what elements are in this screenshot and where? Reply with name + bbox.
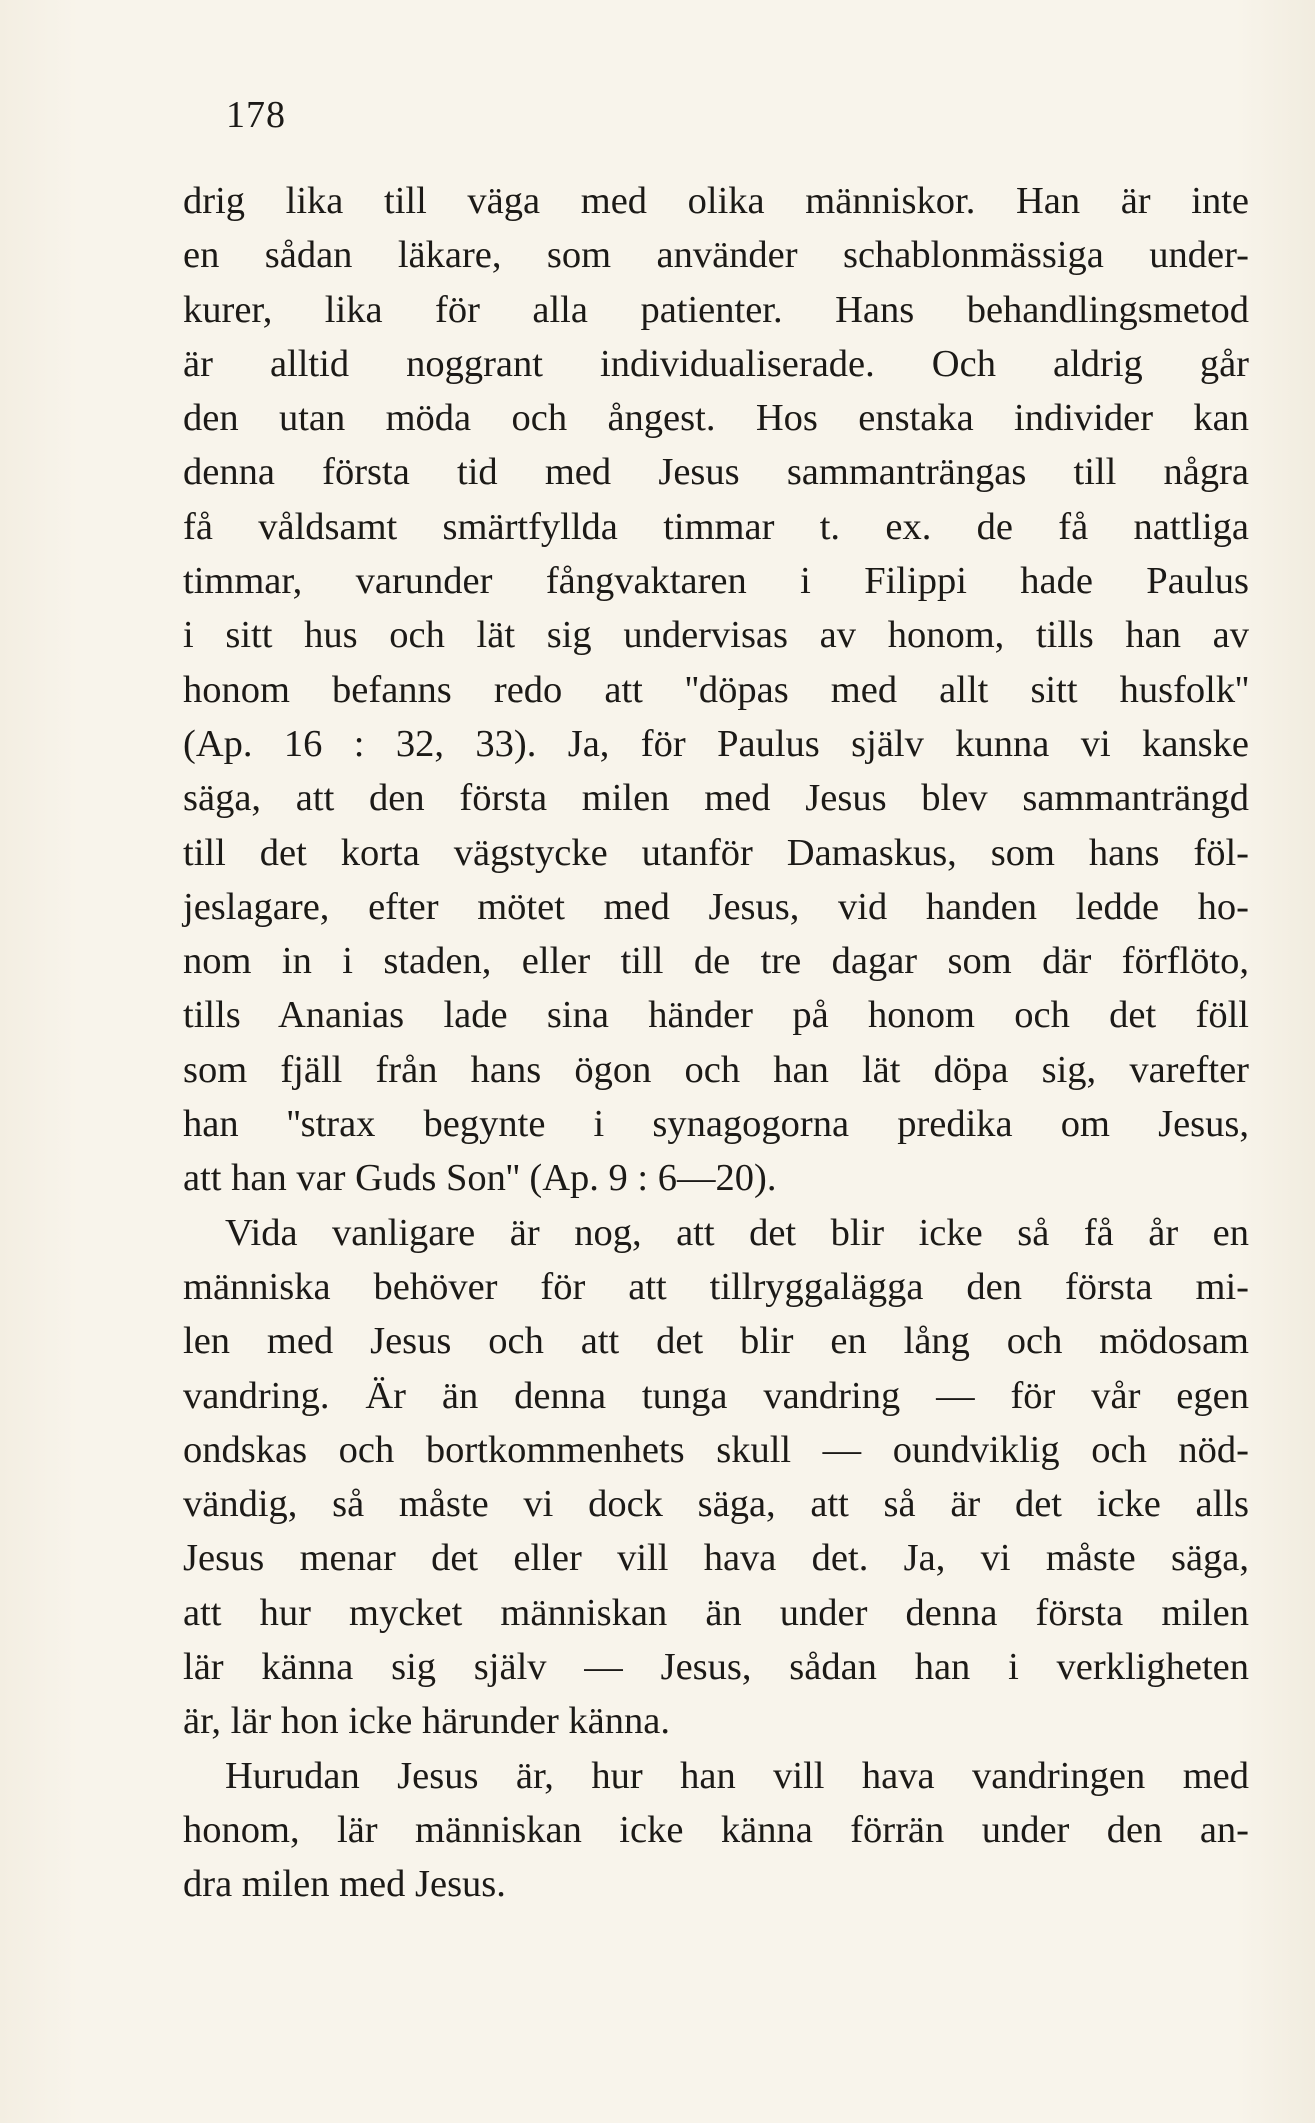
text-line: Vida vanligare är nog, att det blir icke så få år en [225,1211,1249,1254]
text-line: jeslagare, efter mötet med Jesus, vid handen ledde ho- [183,885,1249,928]
text-line: nom in i staden, eller till de tre dagar som där förflöto, [183,940,1249,983]
text-line: timmar, varunder fångvaktaren i Filippi hade Paulus [183,560,1249,603]
text-line: få våldsamt smärtfyllda timmar t. ex. de få nattliga [183,505,1249,548]
text-line: Jesus menar det eller vill hava det. Ja, vi måste säga, [183,1537,1249,1580]
text-line: dra milen med Jesus. [183,1863,506,1906]
text-line: kurer, lika för alla patienter. Hans behandlingsmetod [183,288,1249,331]
page-number: 178 [226,94,286,136]
text-line: honom, lär människan icke känna förrän under den an- [183,1808,1249,1851]
text-line: honom befanns redo att ''döpas med allt sitt husfolk'' [183,668,1249,711]
text-line: han ''strax begynte i synagogorna predika om Jesus, [183,1103,1249,1146]
text-line: drig lika till väga med olika människor. Han är inte [183,180,1249,222]
text-line: är alltid noggrant individualiserade. Och aldrig går [183,342,1249,385]
text-line: Hurudan Jesus är, hur han vill hava vandringen med [225,1754,1249,1797]
text-line: människa behöver för att tillryggalägga den första mi- [183,1265,1249,1308]
text-line: den utan möda och ångest. Hos enstaka individer kan [183,397,1249,440]
text-line: en sådan läkare, som använder schablonmässiga under- [183,234,1249,277]
text-line: säga, att den första milen med Jesus blev sammanträngd [183,777,1249,820]
text-line: vändig, så måste vi dock säga, att så är det icke alls [183,1483,1249,1526]
text-line: denna första tid med Jesus sammanträngas till några [183,451,1249,494]
body-text [183,174,1249,1912]
text-line: att hur mycket människan än under denna första milen [183,1591,1249,1634]
text-line: tills Ananias lade sina händer på honom och det föll [183,994,1249,1037]
text-line: lär känna sig själv — Jesus, sådan han i verkligheten [183,1646,1249,1689]
text-line: ondskas och bortkommenhets skull — oundviklig och nöd- [183,1428,1249,1471]
text-line: len med Jesus och att det blir en lång och mödosam [183,1320,1249,1363]
text-line: som fjäll från hans ögon och han lät döpa sig, varefter [183,1048,1249,1091]
text-line: i sitt hus och lät sig undervisas av honom, tills han av [183,614,1249,657]
text-line: vandring. Är än denna tunga vandring — för vår egen [183,1374,1249,1417]
text-line: är, lär hon icke härunder känna. [183,1700,670,1743]
text-line: (Ap. 16 : 32, 33). Ja, för Paulus själv kunna vi kanske [183,722,1249,765]
text-line: till det korta vägstycke utanför Damaskus, som hans föl- [183,831,1249,874]
text-line: att han var Guds Son'' (Ap. 9 : 6—20). [183,1157,777,1200]
